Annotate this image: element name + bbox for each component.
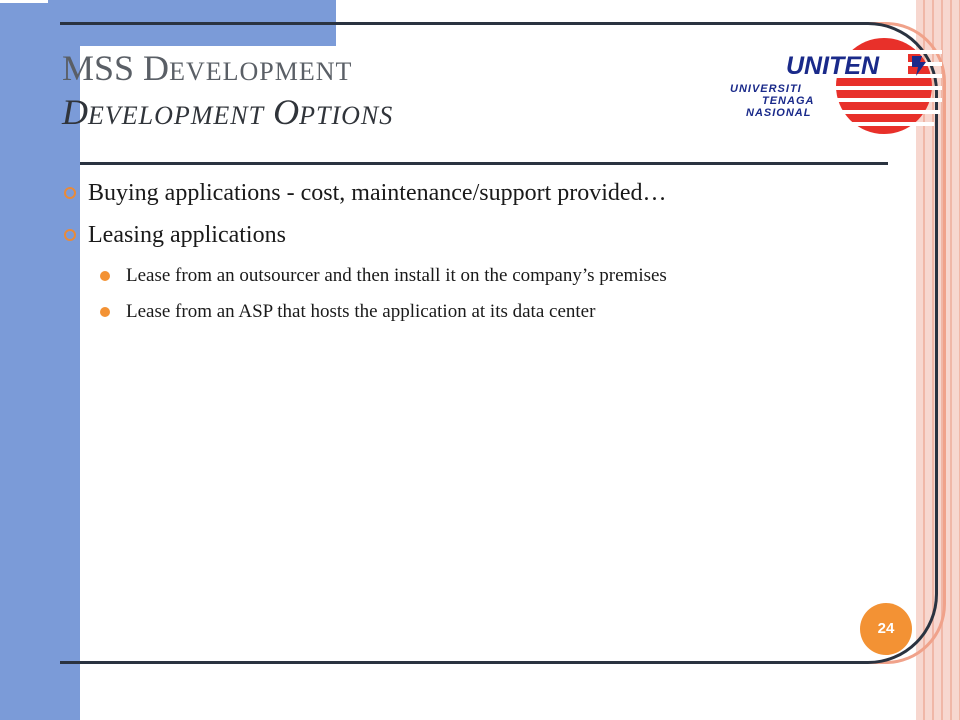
logo-uniten-text: UNITEN — [786, 52, 880, 80]
dot-bullet-icon — [100, 307, 110, 317]
slide-content — [62, 178, 822, 334]
page-number-badge: 24 — [860, 603, 912, 655]
sub-bullet-item: Lease from an ASP that hosts the application at its data center — [62, 298, 822, 326]
circle-bullet-icon — [64, 187, 76, 199]
logo-line-1: UNIVERSITI — [730, 83, 802, 95]
top-notch — [0, 0, 48, 3]
circle-bullet-icon — [64, 229, 76, 241]
uniten-logo — [724, 36, 942, 136]
sub-bullet-item: Lease from an outsourcer and then install it on the company’s premises — [62, 262, 822, 290]
bullet-item: Leasing applications — [62, 220, 822, 250]
title-divider — [80, 162, 888, 165]
logo-line-3: NASIONAL — [746, 107, 812, 119]
slide-title — [62, 48, 393, 136]
dot-bullet-icon — [100, 271, 110, 281]
bullet-item: Buying applications - cost, maintenance/support provided… — [62, 178, 822, 208]
title-line-2: DEVELOPMENT OPTIONS — [62, 92, 394, 132]
title-line-1: MSS DEVELOPMENT — [62, 48, 353, 88]
logo-line-2: TENAGA — [762, 95, 815, 107]
